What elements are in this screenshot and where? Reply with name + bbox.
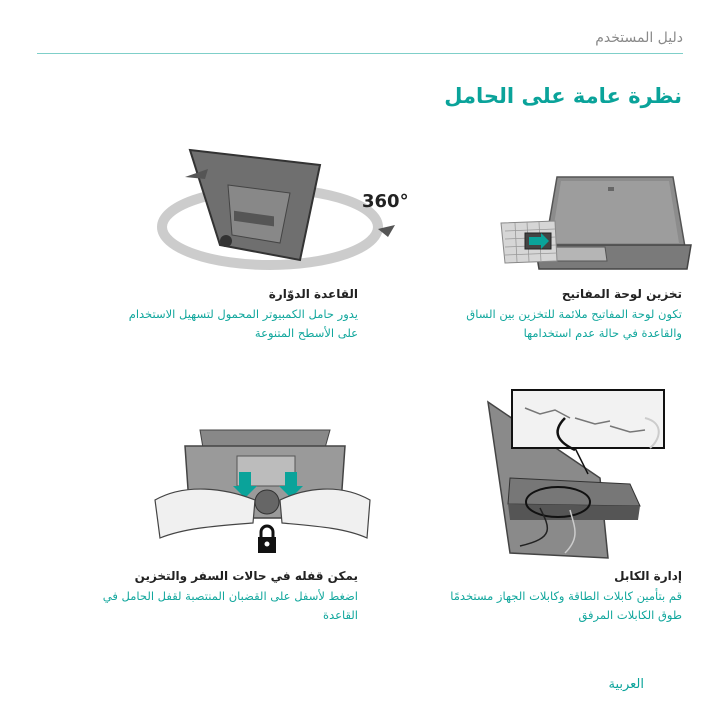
feature-line: تكون لوحة المفاتيح ملائمة للتخزين بين الساق (466, 307, 682, 321)
rotation-label: 360° (362, 191, 409, 212)
feature-travel-lock (58, 569, 358, 625)
feature-rotating-base (58, 287, 358, 343)
feature-line: القاعدة (323, 608, 358, 622)
feature-title: إدارة الكابل (614, 569, 682, 583)
feature-title: تخزين لوحة المفاتيح (561, 287, 682, 301)
feature-title: يمكن قفله في حالات السفر والتخزين (134, 569, 358, 583)
feature-keyboard-storage (382, 287, 682, 343)
feature-line: قم بتأمين كابلات الطاقة وكابلات الجهاز مستخدمًا (450, 589, 682, 603)
header-title: دليل المستخدم (595, 30, 683, 46)
feature-line: يدور حامل الكمبيوتر المحمول لتسهيل الاستخدام (128, 307, 358, 321)
keyboard-storage-illustration (495, 165, 695, 280)
header-divider (37, 53, 683, 54)
footer-language: العربية (608, 677, 644, 692)
page-title: نظرة عامة على الحامل (444, 84, 682, 108)
feature-line: اضغط لأسفل على القضبان المنتصبة لقفل الحامل في (102, 589, 358, 603)
feature-cable-management (382, 569, 682, 625)
lock-icon (258, 526, 276, 553)
travel-lock-illustration (155, 428, 370, 558)
feature-line: على الأسطح المتنوعة (254, 326, 358, 340)
feature-line: طوق الكابلات المرفق (578, 608, 682, 622)
feature-title: القاعدة الدوّارة (268, 287, 358, 301)
cable-management-illustration (480, 388, 680, 568)
feature-line: والقاعدة في حالة عدم استخدامها (523, 326, 682, 340)
